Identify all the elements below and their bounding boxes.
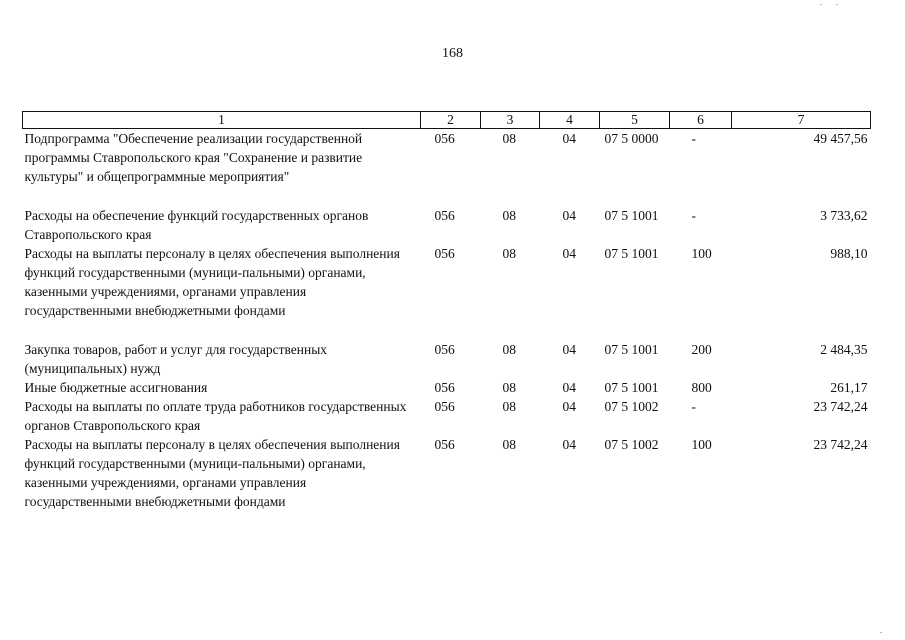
row-code-ministry: 056 [434, 208, 455, 223]
row-name: Иные бюджетные ассигнования [24, 380, 208, 395]
row-code-ministry: 056 [434, 380, 455, 395]
header-cell-4: 4 [540, 112, 600, 129]
row-code-ministry: 056 [434, 246, 455, 261]
page-number: 168 [442, 46, 463, 61]
table-row [23, 340, 871, 378]
table-row [23, 435, 871, 511]
table-row [23, 378, 871, 397]
table-row [23, 244, 871, 340]
row-code-expense-type: 200 [691, 342, 712, 357]
row-code-target: 07 5 1002 [604, 437, 659, 452]
row-code-expense-type: 800 [691, 380, 712, 395]
row-name: Расходы на выплаты по оплате труда работников государственных органов Ставропольского края [24, 399, 407, 433]
row-amount: 261,17 [830, 380, 868, 395]
row-code-subsection: 04 [562, 380, 576, 395]
row-code-subsection: 04 [562, 437, 576, 452]
scan-speck [820, 4, 822, 5]
scan-speck [880, 632, 882, 633]
row-code-subsection: 04 [562, 246, 576, 261]
table-row [23, 397, 871, 435]
scan-speck [836, 4, 838, 5]
row-name: Подпрограмма "Обеспечение реализации государственной программы Ставропольского края "Сохранение и развитие культуры" и общепрограммные мероприятия" [24, 131, 363, 184]
row-code-section: 08 [502, 399, 516, 414]
header-cell-2: 2 [421, 112, 481, 129]
header-cell-3: 3 [481, 112, 540, 129]
row-code-section: 08 [502, 208, 516, 223]
table-header [23, 112, 871, 129]
row-amount: 23 742,24 [813, 399, 868, 414]
row-amount: 2 484,35 [820, 342, 868, 357]
row-code-expense-type: 100 [691, 246, 712, 261]
row-code-target: 07 5 1001 [604, 342, 659, 357]
row-code-target: 07 5 0000 [604, 131, 659, 146]
table-row [23, 129, 871, 207]
row-code-expense-type: 100 [691, 437, 712, 452]
row-code-expense-type: - [691, 208, 696, 223]
row-code-section: 08 [502, 342, 516, 357]
row-code-target: 07 5 1002 [604, 399, 659, 414]
header-cell-7: 7 [732, 112, 871, 129]
row-name: Закупка товаров, работ и услуг для государственных (муниципальных) нужд [24, 342, 328, 376]
row-code-section: 08 [502, 246, 516, 261]
row-code-section: 08 [502, 131, 516, 146]
row-amount: 988,10 [830, 246, 868, 261]
budget-table [22, 111, 871, 511]
row-code-section: 08 [502, 437, 516, 452]
row-code-subsection: 04 [562, 208, 576, 223]
row-name: Расходы на выплаты персоналу в целях обеспечения выполнения функций государственными (муници-пальными) органами, казенными учреждениями, органами управления государственными внебюджетными фондами [24, 437, 400, 509]
row-code-subsection: 04 [562, 399, 576, 414]
row-code-subsection: 04 [562, 342, 576, 357]
row-code-target: 07 5 1001 [604, 208, 659, 223]
row-code-section: 08 [502, 380, 516, 395]
row-name: Расходы на обеспечение функций государственных органов Ставропольского края [24, 208, 369, 242]
row-name: Расходы на выплаты персоналу в целях обеспечения выполнения функций государственными (муници-пальными) органами, казенными учреждениями, органами управления государственными внебюджетными фондами [24, 246, 400, 318]
row-code-ministry: 056 [434, 131, 455, 146]
header-cell-6: 6 [670, 112, 732, 129]
table-row [23, 206, 871, 244]
header-row [23, 112, 871, 129]
header-cell-5: 5 [600, 112, 670, 129]
row-code-target: 07 5 1001 [604, 246, 659, 261]
row-code-expense-type: - [691, 131, 696, 146]
row-code-ministry: 056 [434, 342, 455, 357]
row-amount: 49 457,56 [813, 131, 868, 146]
row-code-subsection: 04 [562, 131, 576, 146]
row-code-target: 07 5 1001 [604, 380, 659, 395]
row-code-expense-type: - [691, 399, 696, 414]
row-amount: 3 733,62 [820, 208, 868, 223]
row-code-ministry: 056 [434, 437, 455, 452]
row-code-ministry: 056 [434, 399, 455, 414]
row-amount: 23 742,24 [813, 437, 868, 452]
header-cell-1: 1 [23, 112, 421, 129]
